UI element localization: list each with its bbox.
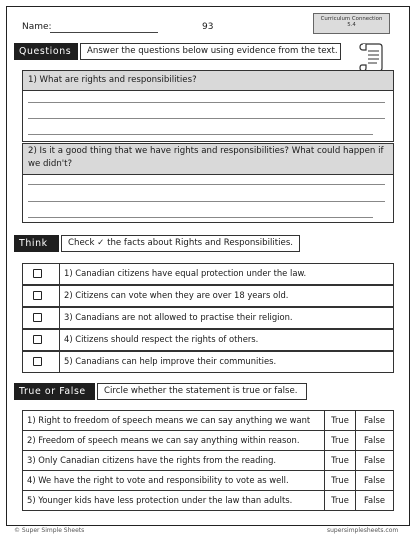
true-option[interactable]: True xyxy=(324,470,356,491)
questions-instruction: Answer the questions below using evidence from the text. xyxy=(80,43,341,60)
true-option[interactable]: True xyxy=(324,430,356,451)
curriculum-connection-badge xyxy=(313,13,390,34)
true-option[interactable]: True xyxy=(324,490,356,511)
false-option[interactable]: False xyxy=(355,470,394,491)
checkbox[interactable] xyxy=(33,357,42,366)
fact-text: 3) Canadians are not allowed to practise their religion. xyxy=(59,307,394,329)
answer-line[interactable] xyxy=(28,102,385,103)
curriculum-connection-code: 5.4 xyxy=(347,22,356,29)
fact-text: 5) Canadians can help improve their communities. xyxy=(59,351,394,373)
checkbox-cell xyxy=(22,329,60,351)
curriculum-connection-title: Curriculum Connection xyxy=(320,16,383,22)
think-label: Think xyxy=(14,235,59,252)
checkbox-cell xyxy=(22,285,60,307)
checkbox[interactable] xyxy=(33,335,42,344)
checkbox[interactable] xyxy=(33,313,42,322)
questions-label: Questions xyxy=(14,43,78,60)
false-option[interactable]: False xyxy=(355,490,394,511)
answer-line[interactable] xyxy=(28,217,373,218)
question-box-1 xyxy=(22,70,394,142)
true-option[interactable]: True xyxy=(324,450,356,471)
answer-line[interactable] xyxy=(28,118,385,119)
answer-line[interactable] xyxy=(28,134,373,135)
false-option[interactable]: False xyxy=(355,430,394,451)
fact-text: 4) Citizens should respect the rights of others. xyxy=(59,329,394,351)
true-false-instruction: Circle whether the statement is true or false. xyxy=(97,383,307,400)
footer-copyright: © Super Simple Sheets xyxy=(14,527,85,534)
checkbox-cell xyxy=(22,263,60,285)
scroll-icon xyxy=(357,41,385,73)
question-box-2 xyxy=(22,143,394,223)
checkbox-cell xyxy=(22,307,60,329)
question-prompt: 1) What are rights and responsibilities? xyxy=(23,71,393,91)
true-option[interactable]: True xyxy=(324,410,356,431)
false-option[interactable]: False xyxy=(355,410,394,431)
checkbox[interactable] xyxy=(33,269,42,278)
question-prompt: 2) Is it a good thing that we have rights and responsibilities? What could happen if we didn't? xyxy=(23,144,393,175)
checkbox[interactable] xyxy=(33,291,42,300)
statement-text: 1) Right to freedom of speech means we can say anything we want xyxy=(22,410,325,431)
statement-text: 3) Only Canadian citizens have the rights from the reading. xyxy=(22,450,325,471)
think-instruction: Check ✓ the facts about Rights and Responsibilities. xyxy=(61,235,300,252)
statement-text: 5) Younger kids have less protection under the law than adults. xyxy=(22,490,325,511)
page-number: 93 xyxy=(202,22,214,32)
footer-website[interactable]: supersimplesheets.com xyxy=(327,527,399,534)
fact-text: 1) Canadian citizens have equal protection under the law. xyxy=(59,263,394,285)
fact-text: 2) Citizens can vote when they are over 18 years old. xyxy=(59,285,394,307)
statement-text: 4) We have the right to vote and responsibility to vote as well. xyxy=(22,470,325,491)
answer-line[interactable] xyxy=(28,184,385,185)
true-false-label: True or False xyxy=(14,383,95,400)
false-option[interactable]: False xyxy=(355,450,394,471)
name-input-line[interactable] xyxy=(50,32,158,33)
answer-line[interactable] xyxy=(28,201,385,202)
checkbox-cell xyxy=(22,351,60,373)
statement-text: 2) Freedom of speech means we can say anything within reason. xyxy=(22,430,325,451)
name-label: Name: xyxy=(22,22,52,32)
